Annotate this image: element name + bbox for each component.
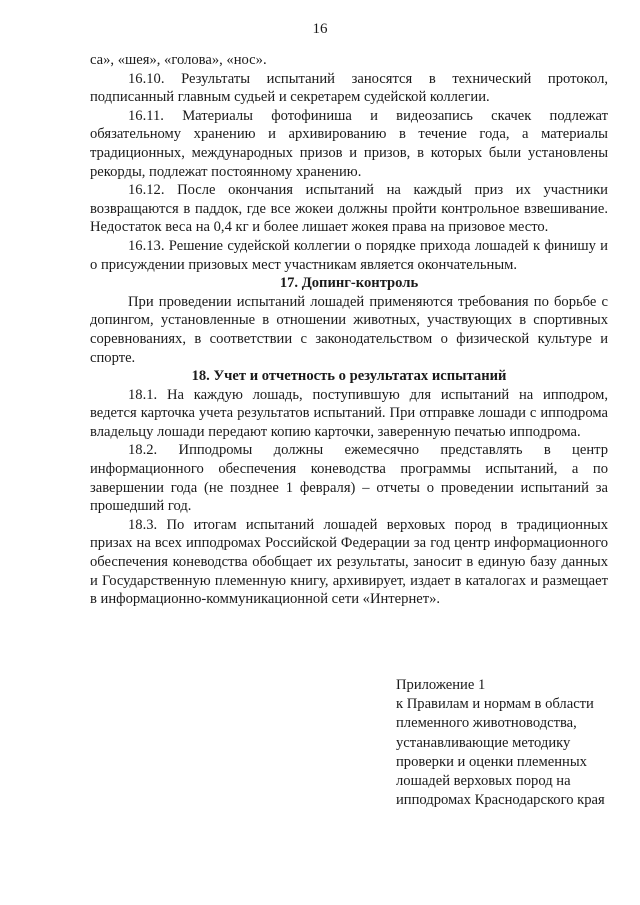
- section-17-heading: 17. Допинг-контроль: [279, 275, 419, 292]
- appendix-line: Приложение 1: [396, 677, 486, 693]
- paragraph-16-13: 16.13. Решение судейской коллегии о порядке прихода лошадей к финишу и о присуждении призовых мест участникам является окончательным.: [90, 237, 608, 273]
- paragraph-16-10: 16.10. Результаты испытаний заносятся в технический протокол, подписанный главным судьей и секретарем судейской коллегии.: [90, 70, 608, 106]
- page-number: 16: [312, 21, 328, 37]
- appendix-line: ипподромах Краснодарского края: [396, 792, 605, 809]
- paragraph-16-9-end: са», «шея», «голова», «нос».: [90, 52, 267, 68]
- appendix-line: лошадей верховых пород на: [396, 773, 571, 790]
- appendix-line: к Правилам и нормам в области: [396, 696, 594, 713]
- paragraph-16-12: 16.12. После окончания испытаний на каждый приз их участники возвращаются в паддок, где все жокеи должны пройти контрольное взвешивание. Недостаток веса на 0,4 кг и более лишает жокея права на призовое место.: [90, 182, 608, 236]
- paragraph-17: При проведении испытаний лошадей применяются требования по борьбе с допингом, установленные в отношении животных, участвующих в спортивных соревнованиях, в соответствии с законодательством о физической культуре и спорте.: [90, 293, 608, 366]
- appendix-line: проверки и оценки племенных: [396, 753, 587, 770]
- appendix-note: [396, 676, 616, 810]
- section-18-heading: 18. Учет и отчетность о результатах испытаний: [191, 368, 507, 385]
- appendix-line: устанавливающие методику: [396, 734, 571, 751]
- paragraph-18-1: 18.1. На каждую лошадь, поступившую для испытаний на ипподром, ведется карточка учета результатов испытаний. При отправке лошади с ипподрома владельцу лошади передают копию карточки, заверенную печатью ипподрома.: [90, 386, 608, 440]
- appendix-line: племенного животноводства,: [396, 715, 577, 732]
- paragraph-18-2: 18.2. Ипподромы должны ежемесячно представлять в центр информационного обеспечения коневодства программы испытаний, а по завершении года (не позднее 1 февраля) – отчеты о проведении испытаний за прошедший год.: [90, 442, 608, 515]
- document-body: [90, 51, 608, 609]
- paragraph-18-3: 18.3. По итогам испытаний лошадей верховых пород в традиционных призах на всех ипподромах Российской Федерации за год центр информационного обеспечения коневодства обобщает их результаты, заносит в единую базу данных и Государственную племенную книгу, архивирует, издает в каталогах и размещает в информационно-коммуникационной сети «Интернет».: [90, 516, 608, 608]
- paragraph-16-11: 16.11. Материалы фотофиниша и видеозапись скачек подлежат обязательному хранению и архивированию в течение года, а материалы традиционных, международных призов и призов, в которых были установлены рекорды, подлежат постоянному хранению.: [90, 107, 608, 180]
